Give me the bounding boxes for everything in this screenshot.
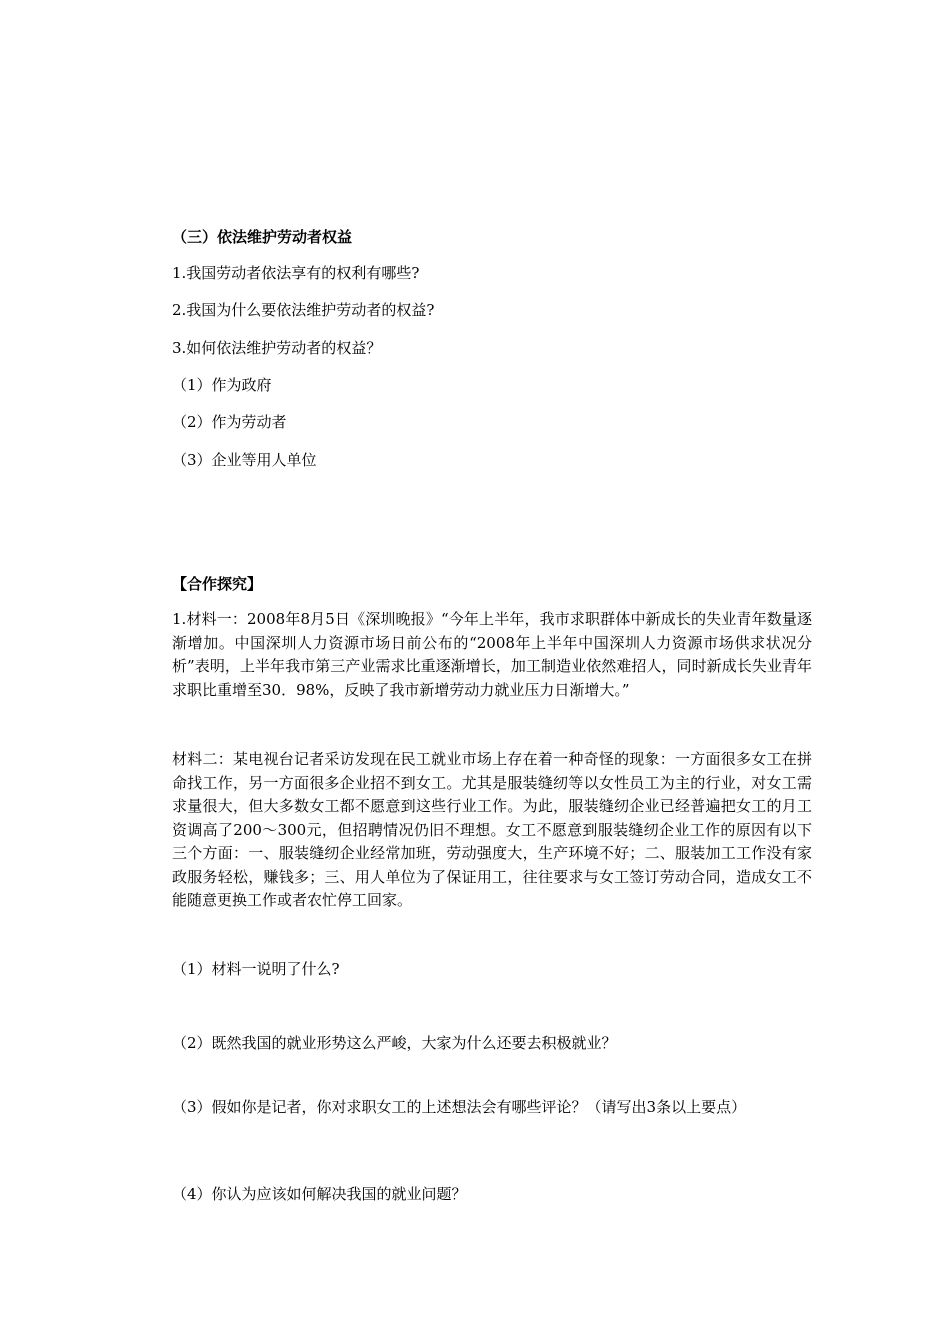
sub-item: （3）企业等用人单位 — [172, 451, 317, 469]
question-item: 3.如何依法维护劳动者的权益？ — [172, 339, 382, 357]
material-two-paragraph: 材料二：某电视台记者采访发现在民工就业市场上存在着一种奇怪的现象：一方面很多女工在拼命找工作，另一方面很多企业招不到女工。尤其是服装缝纫等以女性员工为主的行业，对女工需求量很大，但大多数女工都不愿意到这些行业工作。为此，服装缝纫企业已经普遍把女工的月工资调高了200～300元，但招聘情况仍旧不理想。女工不愿意到服装缝纫企业工作的原因有以下三个方面：一、服装缝纫企业经常加班，劳动强度大，生产环境不好；二、服装加工工作没有家政服务轻松，赚钱多；三、用人单位为了保证用工，往往要求与女工签订劳动合同，造成女工不能随意更换工作或者农忙停工回家。 — [172, 750, 812, 909]
discussion-question: （4）你认为应该如何解决我国的就业问题？ — [172, 1185, 467, 1203]
sub-item: （1）作为政府 — [172, 376, 272, 394]
material-one-paragraph: 1.材料一：2008年8月5日《深圳晚报》“今年上半年，我市求职群体中新成长的失业青年数量逐渐增加。中国深圳人力资源市场日前公布的“2008年上半年中国深圳人力资源市场供求状况分析”表明，上半年我市第三产业需求比重逐渐增长，加工制造业依然难招人，同时新成长失业青年求职比重增至30．98%，反映了我市新增劳动力就业压力日渐增大。” — [172, 610, 812, 699]
sub-item: （2）作为劳动者 — [172, 413, 287, 431]
cooperation-heading: 【合作探究】 — [172, 575, 263, 593]
discussion-question: （3）假如你是记者，你对求职女工的上述想法会有哪些评论？（请写出3条以上要点） — [172, 1098, 747, 1116]
discussion-question: （1）材料一说明了什么? — [172, 960, 340, 978]
section-three-heading: （三）依法维护劳动者权益 — [172, 228, 353, 246]
question-item: 2.我国为什么要依法维护劳动者的权益? — [172, 301, 435, 319]
question-item: 1.我国劳动者依法享有的权利有哪些? — [172, 264, 420, 282]
discussion-question: （2）既然我国的就业形势这么严峻，大家为什么还要去积极就业？ — [172, 1034, 617, 1052]
